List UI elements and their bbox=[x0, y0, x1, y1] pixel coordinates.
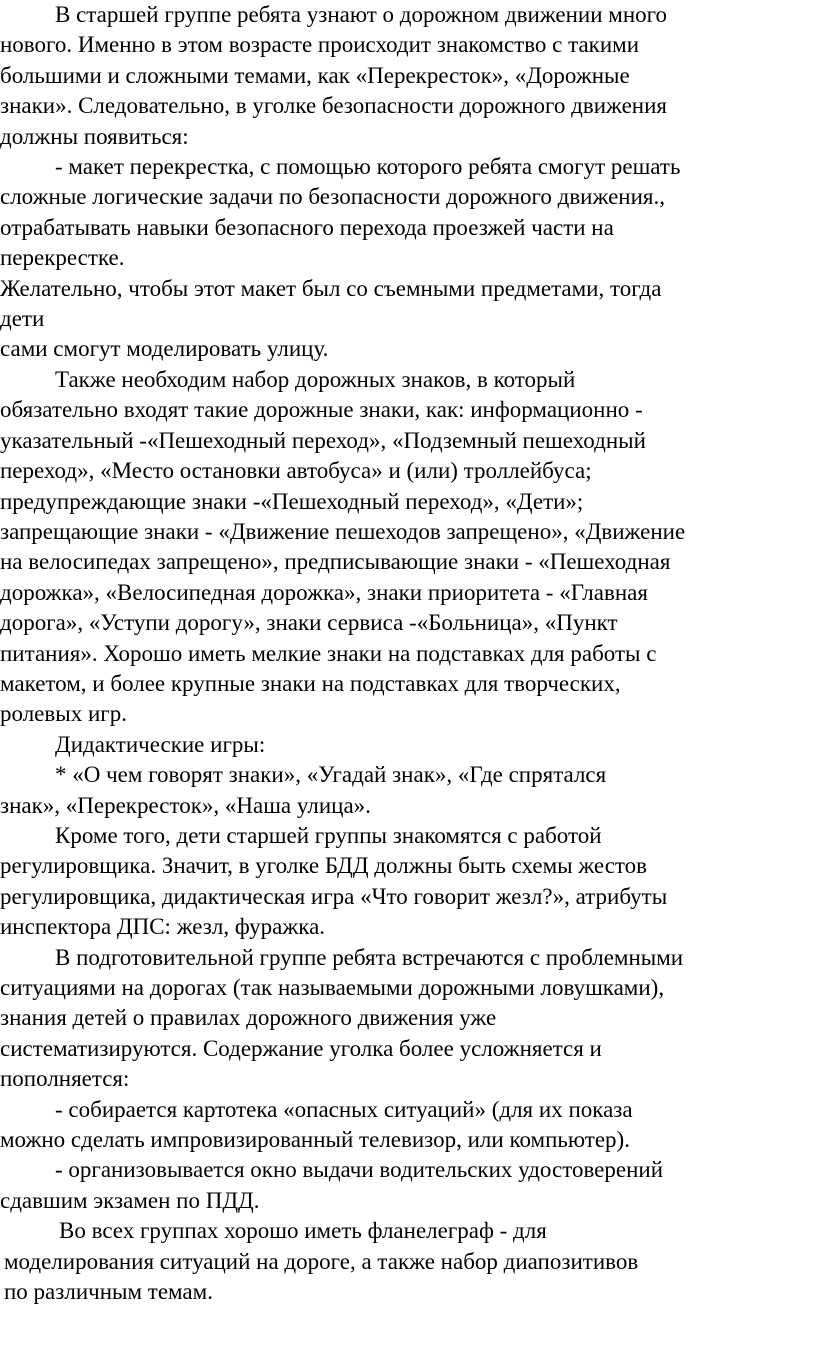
text-line: перекрестке. bbox=[0, 245, 125, 271]
text-line: нового. Именно в этом возрасте происходит знакомство с такими bbox=[0, 32, 640, 58]
text-line: сдавшим экзамен по ПДД. bbox=[0, 1187, 260, 1213]
text-line: по различным темам. bbox=[4, 1279, 213, 1305]
text-line: макетом, и более крупные знаки на подставках для творческих, bbox=[0, 670, 621, 696]
text-line: указательный -«Пешеходный переход», «Подземный пешеходный bbox=[0, 427, 646, 453]
text-line: регулировщика. Значит, в уголке БДД должны быть схемы жестов bbox=[0, 853, 648, 879]
paragraph-intro bbox=[0, 0, 816, 152]
paragraph-didactic-games-list bbox=[0, 760, 816, 821]
text-line: * «О чем говорят знаки», «Угадай знак», «Где спрятался bbox=[55, 762, 607, 788]
text-line: ситуациями на дорогах (так называемыми дорожными ловушками), bbox=[0, 975, 665, 1000]
paragraph-license-window bbox=[0, 1155, 816, 1216]
paragraph-road-signs bbox=[0, 365, 816, 730]
text-line: на велосипедах запрещено», предписывающие знаки - «Пешеходная bbox=[0, 549, 671, 575]
text-line: В старшей группе ребята узнают о дорожном движении много bbox=[55, 2, 668, 27]
text-line: знания детей о правилах дорожного движения уже bbox=[0, 1005, 497, 1031]
text-line: систематизируются. Содержание уголка более усложняется и bbox=[0, 1035, 602, 1061]
text-line: дети bbox=[0, 306, 45, 332]
paragraph-preparatory-group bbox=[0, 943, 816, 1095]
text-line: - организовывается окно выдачи водительских удостоверений bbox=[55, 1157, 664, 1183]
text-line: ролевых игр. bbox=[0, 701, 127, 727]
text-line: предупреждающие знаки -«Пешеходный переход», «Дети»; bbox=[0, 488, 584, 514]
text-line: моделирования ситуаций на дороге, а также набор диапозитивов bbox=[4, 1248, 639, 1274]
paragraph-flannelgraph bbox=[0, 1216, 816, 1307]
text-line: большими и сложными темами, как «Перекресток», «Дорожные bbox=[0, 62, 630, 88]
text-line: Дидактические игры: bbox=[55, 731, 266, 757]
text-line: питания». Хорошо иметь мелкие знаки на подставках для работы с bbox=[0, 640, 657, 666]
text-line: можно сделать импровизированный телевизор, или компьютер). bbox=[0, 1127, 630, 1153]
text-line: Также необходим набор дорожных знаков, в который bbox=[55, 366, 576, 392]
text-line: - собирается картотека «опасных ситуаций» (для их показа bbox=[55, 1096, 633, 1122]
paragraph-dangerous-situations bbox=[0, 1095, 816, 1156]
text-line: знаки». Следовательно, в уголке безопасности дорожного движения bbox=[0, 93, 667, 119]
text-line: отрабатывать навыки безопасного перехода проезжей части на bbox=[0, 214, 614, 240]
text-line: регулировщика, дидактическая игра «Что говорит жезл?», атрибуты bbox=[0, 883, 668, 909]
text-line: запрещающие знаки - «Движение пешеходов запрещено», «Движение bbox=[0, 518, 686, 544]
paragraph-traffic-controller bbox=[0, 821, 816, 943]
paragraph-didactic-games-heading bbox=[0, 730, 816, 760]
text-line: сами смогут моделировать улицу. bbox=[0, 336, 329, 362]
text-line: Во всех группах хорошо иметь фланелеграф - для bbox=[59, 1218, 547, 1244]
text-line: Желательно, чтобы этот макет был со съемными предметами, тогда bbox=[0, 275, 662, 301]
text-line: сложные логические задачи по безопасности дорожного движения., bbox=[0, 184, 665, 210]
text-line: пополняется: bbox=[0, 1066, 130, 1092]
text-line: дорожка», «Велосипедная дорожка», знаки приоритета - «Главная bbox=[0, 579, 648, 605]
text-line: должны появиться: bbox=[0, 123, 189, 149]
paragraph-removable-objects bbox=[0, 274, 816, 365]
text-line: В подготовительной группе ребята встречаются с проблемными bbox=[55, 944, 684, 970]
text-line: переход», «Место остановки автобуса» и (или) троллейбуса; bbox=[0, 458, 592, 484]
text-line: дорога», «Уступи дорогу», знаки сервиса -«Больница», «Пункт bbox=[0, 610, 618, 636]
text-line: знак», «Перекресток», «Наша улица». bbox=[0, 792, 371, 818]
text-line: Кроме того, дети старшей группы знакомятся с работой bbox=[55, 822, 602, 848]
paragraph-crossroad-model bbox=[0, 152, 816, 274]
text-line: - макет перекрестка, с помощью которого ребята смогут решать bbox=[55, 154, 681, 180]
text-line: инспектора ДПС: жезл, фуражка. bbox=[0, 914, 326, 940]
text-line: обязательно входят такие дорожные знаки, как: информационно - bbox=[0, 397, 643, 423]
